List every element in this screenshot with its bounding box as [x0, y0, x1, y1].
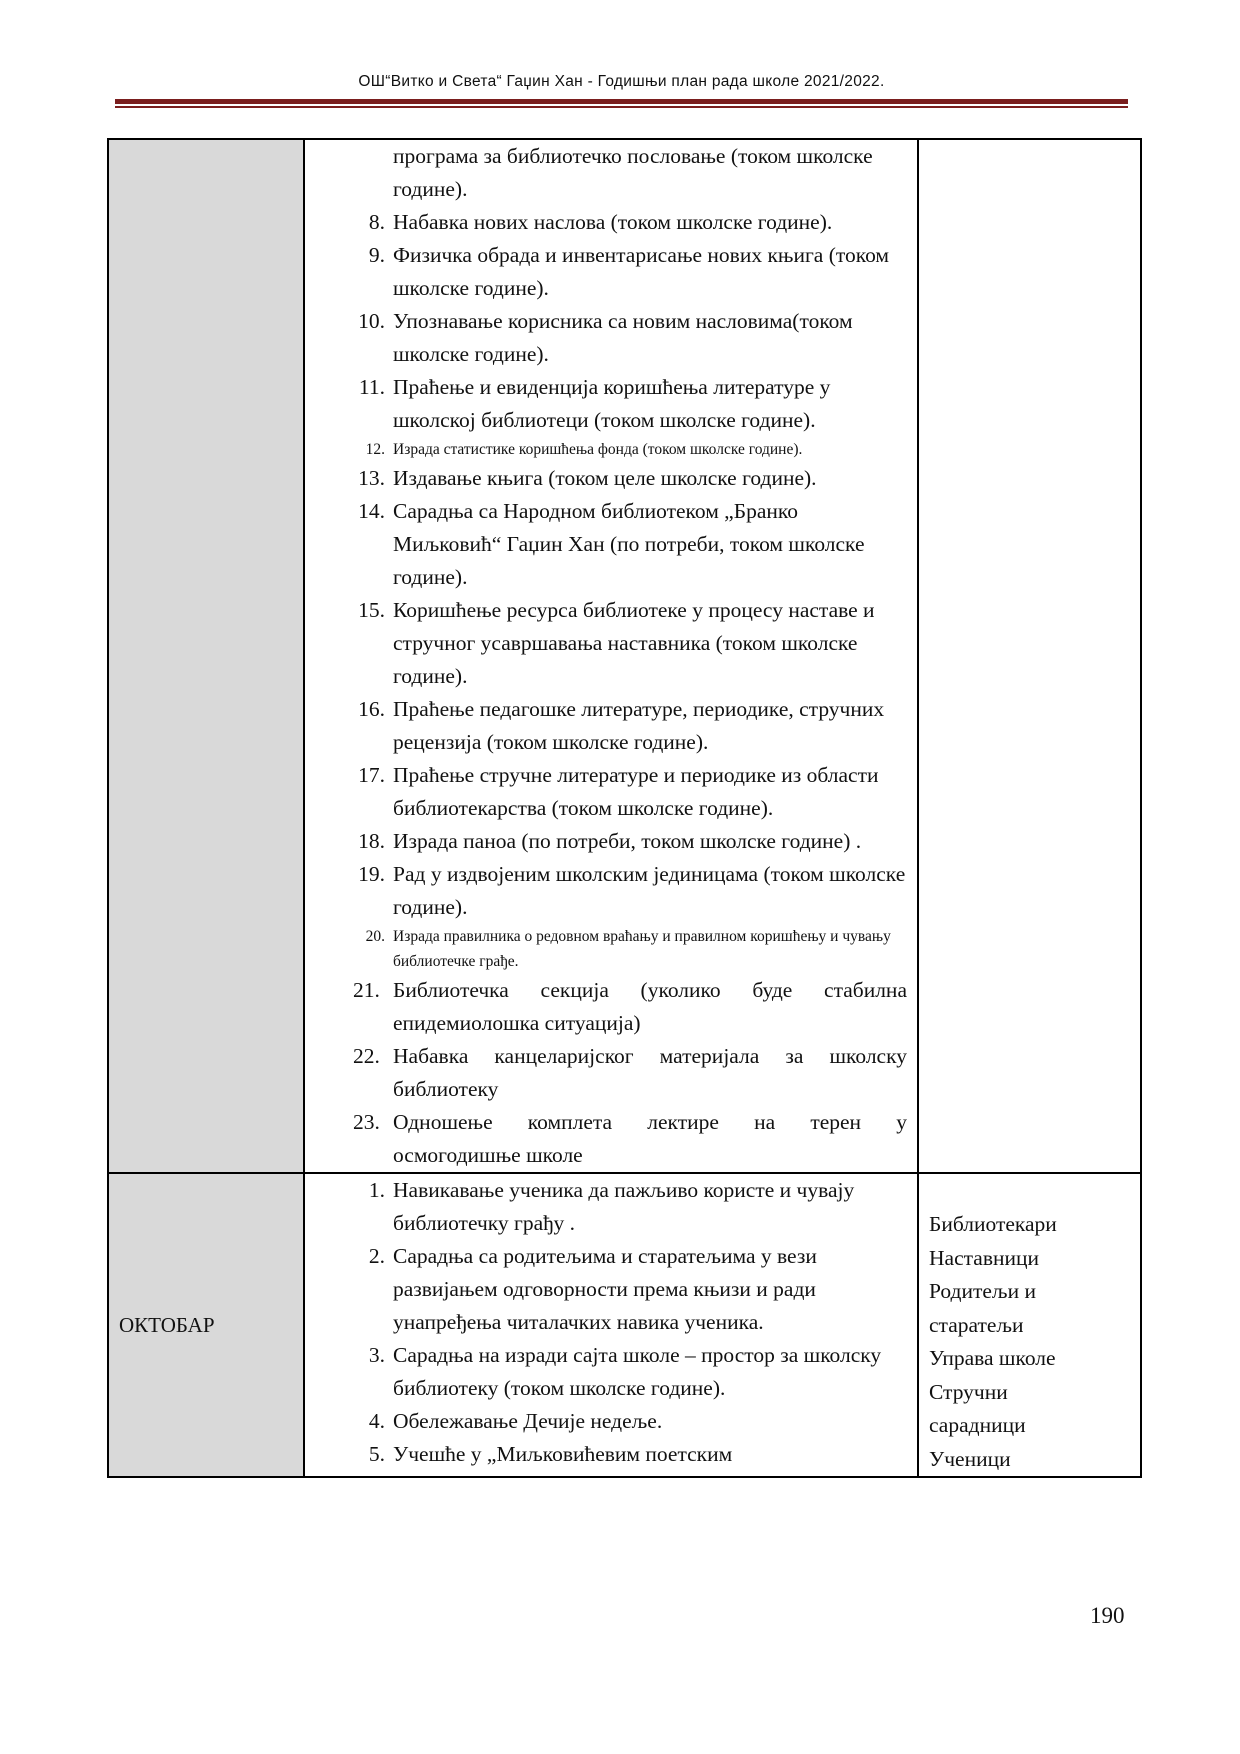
list-item — [353, 693, 907, 759]
partner-item: Ученици — [929, 1446, 1011, 1471]
item-text-continuation: библиотеку — [393, 1077, 499, 1101]
partners-cell — [918, 1173, 1141, 1477]
list-item — [353, 1040, 907, 1106]
list-item — [353, 825, 907, 858]
header-rule-thin — [115, 106, 1128, 108]
item-number: 4. — [368, 1409, 385, 1433]
item-number: 17. — [358, 763, 385, 787]
activities-cell — [304, 1173, 918, 1477]
list-item — [353, 1438, 907, 1471]
item-text-continuation: епидемиолошка ситуација) — [393, 1011, 641, 1035]
item-number: 2. — [368, 1244, 385, 1268]
item-number: 11. — [358, 375, 385, 399]
partner-item: Библиотекари — [929, 1212, 1057, 1236]
month-label — [109, 140, 119, 164]
partner-item: старатељи — [929, 1312, 1024, 1337]
partners-cell — [918, 139, 1141, 1173]
item-number: 12. — [365, 441, 385, 458]
partner-item: Наставници — [929, 1245, 1039, 1270]
item-text: Набавка канцеларијског материјала за школску — [393, 1044, 907, 1068]
list-item — [353, 858, 907, 924]
activity-list — [305, 1174, 917, 1471]
item-text: Библиотечка секција (уколико буде стабилна — [393, 978, 907, 1002]
list-item — [353, 206, 907, 239]
list-item — [353, 239, 907, 305]
item-number: 18. — [358, 829, 385, 853]
item-number: 23. — [353, 1110, 380, 1134]
partner-item: Стручни — [929, 1379, 1008, 1404]
partner-item: сарадници — [929, 1413, 1026, 1437]
item-text: Рад у издвојеним школским јединицама (током школске године). — [393, 862, 906, 919]
item-text: Упознавање корисника са новим насловима(током школске године). — [393, 309, 853, 366]
list-item — [353, 594, 907, 693]
item-text: Израда статистике коришћења фонда (током школске године). — [393, 441, 803, 458]
table-row — [108, 1173, 1141, 1477]
activity-list — [305, 140, 917, 1172]
list-item — [353, 1106, 907, 1172]
item-text: Обележавање Дечије недеље. — [393, 1409, 663, 1433]
item-text: програма за библиотечко пословање (током школске године). — [393, 144, 873, 201]
item-text: Физичка обрада и инвентарисање нових књига (током школске године). — [393, 243, 890, 300]
item-number: 15. — [358, 598, 385, 622]
item-number: 9. — [368, 243, 385, 267]
item-number: 13. — [358, 466, 385, 490]
item-text: Навикавање ученика да пажљиво користе и чувају библиотечку грађу . — [393, 1178, 855, 1235]
item-text: Сарадња са Народном библиотеком „Бранко Миљковић“ Гаџин Хан (по потреби, током школске године). — [393, 499, 865, 589]
list-item — [353, 1405, 907, 1438]
item-number: 22. — [353, 1044, 380, 1068]
item-number: 20. — [365, 928, 385, 945]
list-item — [353, 305, 907, 371]
item-text: Праћење стручне литературе и периодике из области библиотекарства (током школске године). — [393, 763, 879, 820]
list-item — [353, 924, 907, 974]
month-cell — [108, 139, 304, 1173]
item-text: Набавка нових наслова (током школске године). — [393, 210, 833, 234]
partners-list — [919, 1174, 1140, 1476]
item-text: Сарадња са родитељима и старатељима у вези развијањем одговорности према књизи и ради унапређења читалачких навика ученика. — [393, 1244, 817, 1334]
list-item — [353, 1174, 907, 1240]
list-item — [353, 495, 907, 594]
document-header: ОШ“Витко и Света“ Гаџин Хан - Годишњи план рада школе 2021/2022. — [358, 73, 885, 90]
item-text: Учешће у „Миљковићевим поетским — [393, 1442, 733, 1466]
item-text: Издавање књига (током целе школске године). — [393, 466, 817, 490]
item-number: 3. — [368, 1343, 385, 1367]
list-item — [353, 759, 907, 825]
item-number: 10. — [358, 309, 385, 333]
item-number: 1. — [368, 1178, 385, 1202]
item-text: Сарадња на изради сајта школе – простор за школску библиотеку (током школске године). — [393, 1343, 882, 1400]
list-item — [353, 437, 907, 462]
item-number: 16. — [358, 697, 385, 721]
item-text: Израда паноа (по потреби, током школске године) . — [393, 829, 862, 853]
item-text: Праћење педагошке литературе, периодике, стручних рецензија (током школске године). — [393, 697, 885, 754]
item-number: 14. — [358, 499, 385, 523]
item-number: 5. — [368, 1442, 385, 1466]
item-number: 8. — [368, 210, 385, 234]
item-text: Одношење комплета лектире на терен у — [393, 1110, 907, 1134]
item-text: Израда правилника о редовном враћању и правилном коришћењу и чувању библиотечке грађе. — [393, 928, 891, 970]
item-text: Коришћење ресурса библиотеке у процесу наставе и стручног усавршавања наставника (током школске године). — [393, 598, 875, 688]
page-number: 190 — [1090, 1603, 1125, 1628]
list-item — [353, 974, 907, 1040]
activity-plan-table — [107, 138, 1142, 1478]
list-item — [353, 462, 907, 495]
header-rule-thick — [115, 99, 1128, 104]
list-item — [353, 140, 907, 206]
item-number: 19. — [358, 862, 385, 886]
month-cell — [108, 1173, 304, 1477]
partner-item: Управа школе — [929, 1346, 1056, 1370]
month-label: ОКТОБАР — [119, 1312, 215, 1337]
partner-item: Родитељи и — [929, 1279, 1036, 1303]
table-row — [108, 139, 1141, 1173]
list-item — [353, 1240, 907, 1339]
list-item — [353, 1339, 907, 1405]
item-text: Праћење и евиденција коришћења литературе у школској библиотеци (током школске године). — [393, 375, 831, 432]
list-item — [353, 371, 907, 437]
activities-cell — [304, 139, 918, 1173]
item-number: 21. — [353, 978, 380, 1002]
item-text-continuation: осмогодишње школе — [393, 1143, 583, 1167]
